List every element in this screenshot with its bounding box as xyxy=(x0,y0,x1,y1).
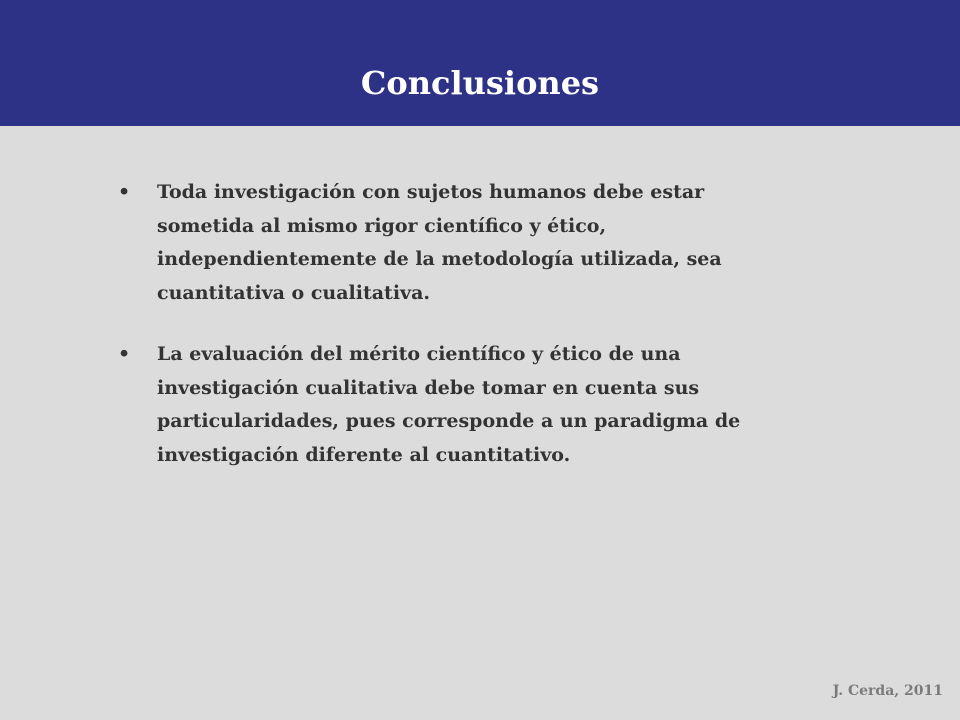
conclusion-item-2 xyxy=(118,338,798,472)
bullet-icon: • xyxy=(118,343,131,365)
conclusion-item-1 xyxy=(118,176,798,310)
slide-title: Conclusiones xyxy=(360,64,600,103)
title-banner xyxy=(0,0,960,126)
conclusion-text-1: Toda investigación con sujetos humanos debe estar sometida al mismo rigor científico y ético, independientemente de la metodología utilizada, sea cuantitativa o cualitativa. xyxy=(157,181,722,304)
conclusions-list xyxy=(118,176,798,472)
bullet-icon: • xyxy=(118,181,131,203)
author-credit: J. Cerda, 2011 xyxy=(832,683,943,699)
conclusion-text-2: La evaluación del mérito científico y ético de una investigación cualitativa debe tomar en cuenta sus particularidades, pues corresponde a un paradigma de investigación diferente al cuantitativo. xyxy=(157,343,741,466)
